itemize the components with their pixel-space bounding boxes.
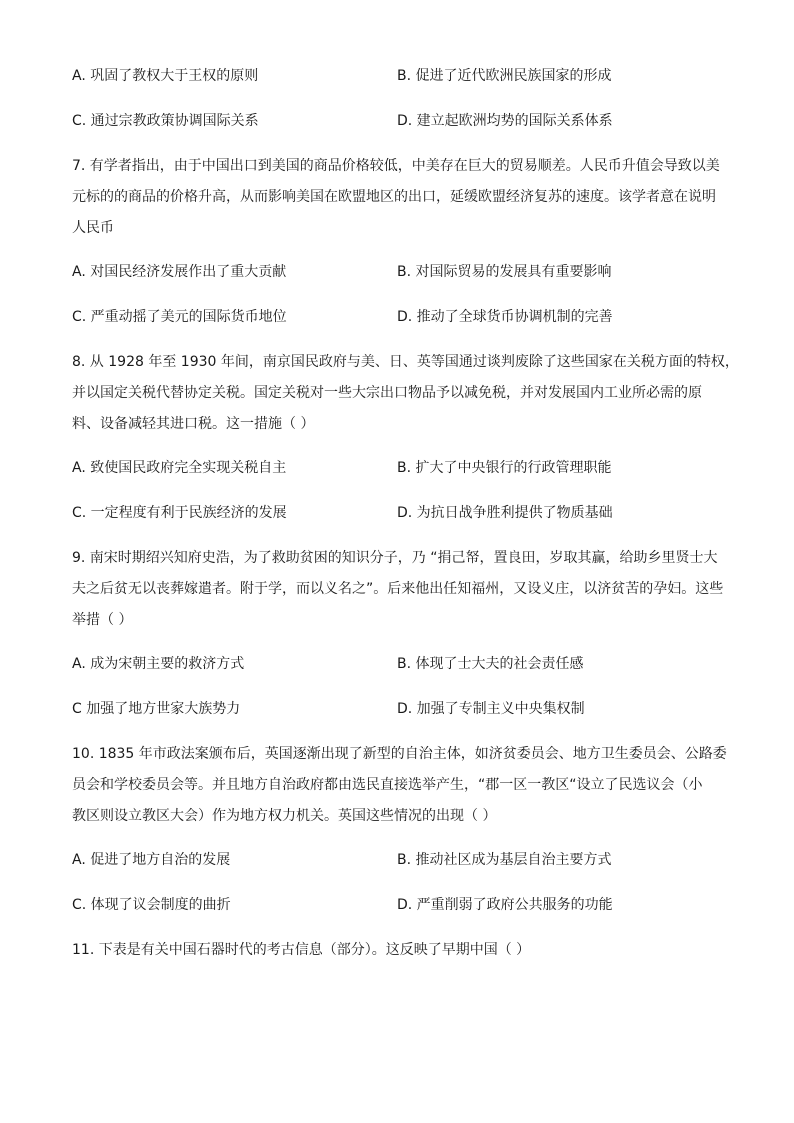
q9-stem-line-2: 夫之后贫无以丧葬嫁遣者。附于学，而以义名之”。后来他出任知福州，又设义庄，以济贫苦的孕妇。这些 — [72, 581, 724, 597]
q6-options-row-1 — [72, 65, 732, 87]
q7-options-row-2 — [72, 306, 732, 328]
q10-options-row-2 — [72, 894, 732, 916]
q8-option-c[interactable]: C. 一定程度有利于民族经济的发展 — [72, 505, 287, 521]
q11-stem-line-1: 11. 下表是有关中国石器时代的考古信息（部分）。这反映了早期中国（ ） — [72, 942, 531, 958]
q7-stem-line-2: 元标的的商品的价格升高，从而影响美国在欧盟地区的出口，延缓欧盟经济复苏的速度。该学者意在说明 — [72, 189, 716, 205]
q9-stem-line-3: 举措（ ） — [72, 612, 133, 628]
q10-stem-line-3: 教区则设立教区大会）作为地方权力机关。英国这些情况的出现（ ） — [72, 808, 497, 824]
q6-option-b[interactable]: B. 促进了近代欧洲民族国家的形成 — [397, 68, 612, 84]
q7-option-a[interactable]: A. 对国民经济发展作出了重大贡献 — [72, 264, 287, 280]
q6-option-a[interactable]: A. 巩固了教权大于王权的原则 — [72, 68, 259, 84]
q10-option-b[interactable]: B. 推动社区成为基层自治主要方式 — [397, 852, 612, 868]
q9-stem-line-1: 9. 南宋时期绍兴知府史浩，为了救助贫困的知识分子，乃 “捐己帑，置良田，岁取其赢，给助乡里贤士大 — [72, 550, 718, 566]
q8-option-b[interactable]: B. 扩大了中央银行的行政管理职能 — [397, 460, 612, 476]
q6-option-d[interactable]: D. 建立起欧洲均势的国际关系体系 — [397, 113, 613, 129]
q10-options-row-1 — [72, 849, 732, 871]
q7-option-d[interactable]: D. 推动了全球货币协调机制的完善 — [397, 309, 613, 325]
q7-stem-line-3: 人民币 — [72, 220, 114, 236]
q8-options-row-1 — [72, 457, 732, 479]
q6-options-row-2 — [72, 110, 732, 132]
q9-option-d[interactable]: D. 加强了专制主义中央集权制 — [397, 701, 585, 717]
q8-option-a[interactable]: A. 致使国民政府完全实现关税自主 — [72, 460, 287, 476]
q7-option-b[interactable]: B. 对国际贸易的发展具有重要影响 — [397, 264, 612, 280]
q9-option-c[interactable]: C 加强了地方世家大族势力 — [72, 701, 241, 717]
q10-stem-line-2: 员会和学校委员会等。并且地方自治政府都由选民直接选举产生，“郡一区一教区“设立了民选议会（小 — [72, 777, 703, 793]
q8-stem-line-3: 料、设备减轻其进口税。这一措施（ ） — [72, 416, 315, 432]
q8-options-row-2 — [72, 502, 732, 524]
q7-stem-line-1: 7. 有学者指出，由于中国出口到美国的商品价格较低，中美存在巨大的贸易顺差。人民币升值会导致以美 — [72, 158, 720, 174]
q8-stem-line-2: 并以国定关税代替协定关税。国定关税对一些大宗出口物品予以减免税，并对发展国内工业所必需的原 — [72, 385, 702, 401]
q8-stem-line-1: 8. 从 1928 年至 1930 年间，南京国民政府与美、日、英等国通过谈判废除了这些国家在关税方面的特权， — [72, 354, 739, 370]
q9-option-b[interactable]: B. 体现了士大夫的社会责任感 — [397, 656, 584, 672]
q10-option-a[interactable]: A. 促进了地方自治的发展 — [72, 852, 231, 868]
q10-stem-line-1: 10. 1835 年市政法案颁布后，英国逐渐出现了新型的自治主体，如济贫委员会、地方卫生委员会、公路委 — [72, 746, 727, 762]
q10-option-d[interactable]: D. 严重削弱了政府公共服务的功能 — [397, 897, 613, 913]
q8-option-d[interactable]: D. 为抗日战争胜利提供了物质基础 — [397, 505, 613, 521]
q7-options-row-1 — [72, 261, 732, 283]
q6-option-c[interactable]: C. 通过宗教政策协调国际关系 — [72, 113, 259, 129]
q7-option-c[interactable]: C. 严重动摇了美元的国际货币地位 — [72, 309, 287, 325]
q9-options-row-1 — [72, 653, 732, 675]
q9-options-row-2 — [72, 698, 732, 720]
q9-option-a[interactable]: A. 成为宋朝主要的救济方式 — [72, 656, 245, 672]
q10-option-c[interactable]: C. 体现了议会制度的曲折 — [72, 897, 231, 913]
